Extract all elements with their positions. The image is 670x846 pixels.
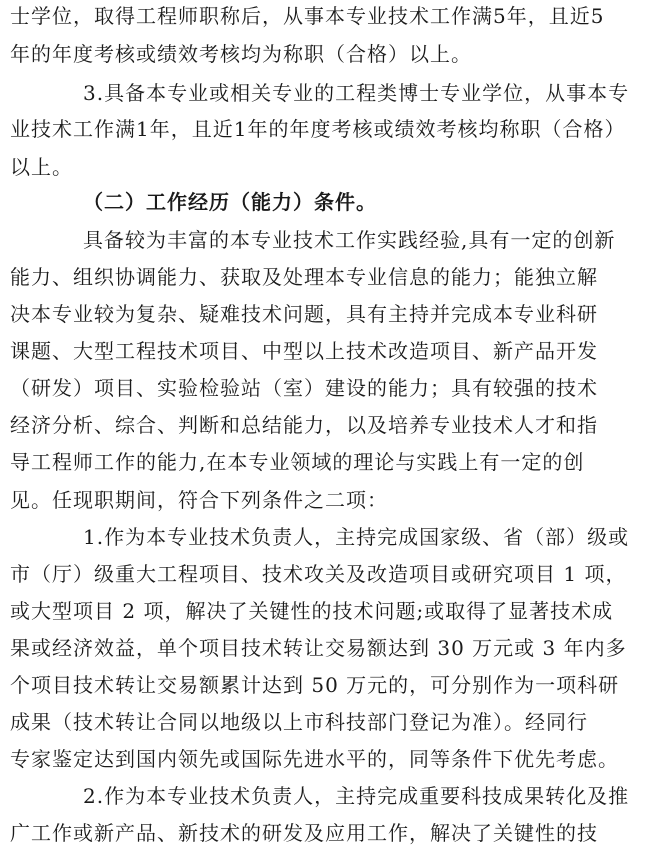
- text-line: 1.作为本专业技术负责人，主持完成国家级、省（部）级或: [83, 525, 630, 549]
- text-line: 成果（技术转让合同以地级以上市科技部门登记为准）。经同行: [10, 710, 588, 734]
- text-line: 广工作或新产品、新技术的研发及应用工作，解决了关键性的技: [10, 821, 598, 845]
- text-line: 导工程师工作的能力,在本专业领域的理论与实践上有一定的创: [10, 450, 585, 474]
- text-line: （研发）项目、实验检验站（室）建设的能力；具有较强的技术: [10, 376, 598, 400]
- text-line: 果或经济效益，单个项目技术转让交易额达到 30 万元或 3 年内多: [10, 636, 627, 660]
- text-line: 能力、组织协调能力、获取及处理本专业信息的能力；能独立解: [10, 265, 598, 289]
- text-line: 决本专业较为复杂、疑难技术问题，具有主持并完成本专业科研: [10, 302, 598, 326]
- text-line: 2.作为本专业技术负责人，主持完成重要科技成果转化及推: [83, 784, 630, 808]
- text-line: 经济分析、综合、判断和总结能力，以及培养专业技术人才和指: [10, 413, 598, 437]
- text-line: 业技术工作满1年，且近1年的年度考核或绩效考核均称职（合格）: [10, 117, 626, 141]
- text-line: 士学位，取得工程师职称后，从事本专业技术工作满5年，且近5: [10, 4, 605, 28]
- text-line: 或大型项目 2 项，解决了关键性的技术问题;或取得了显著技术成: [10, 599, 614, 623]
- text-line: 见。任现职期间，符合下列条件之二项：: [10, 488, 388, 512]
- text-line: 个项目技术转让交易额累计达到 50 万元的，可分别作为一项科研: [10, 673, 620, 697]
- text-line: 年的年度考核或绩效考核均为称职（合格）以上。: [10, 42, 472, 66]
- text-line: 具备较为丰富的本专业技术工作实践经验,具有一定的创新: [83, 228, 616, 252]
- text-line: 市（厅）级重大工程项目、技术攻关及改造项目或研究项目 1 项，: [10, 562, 627, 586]
- text-line: 3.具备本专业或相关专业的工程类博士专业学位，从事本专: [83, 81, 630, 105]
- text-line: 课题、大型工程技术项目、中型以上技术改造项目、新产品开发: [10, 339, 598, 363]
- text-line: 专家鉴定达到国内领先或国际先进水平的，同等条件下优先考虑。: [10, 747, 619, 771]
- text-line: 以上。: [10, 155, 73, 179]
- section-heading: （二）工作经历（能力）条件。: [83, 190, 377, 214]
